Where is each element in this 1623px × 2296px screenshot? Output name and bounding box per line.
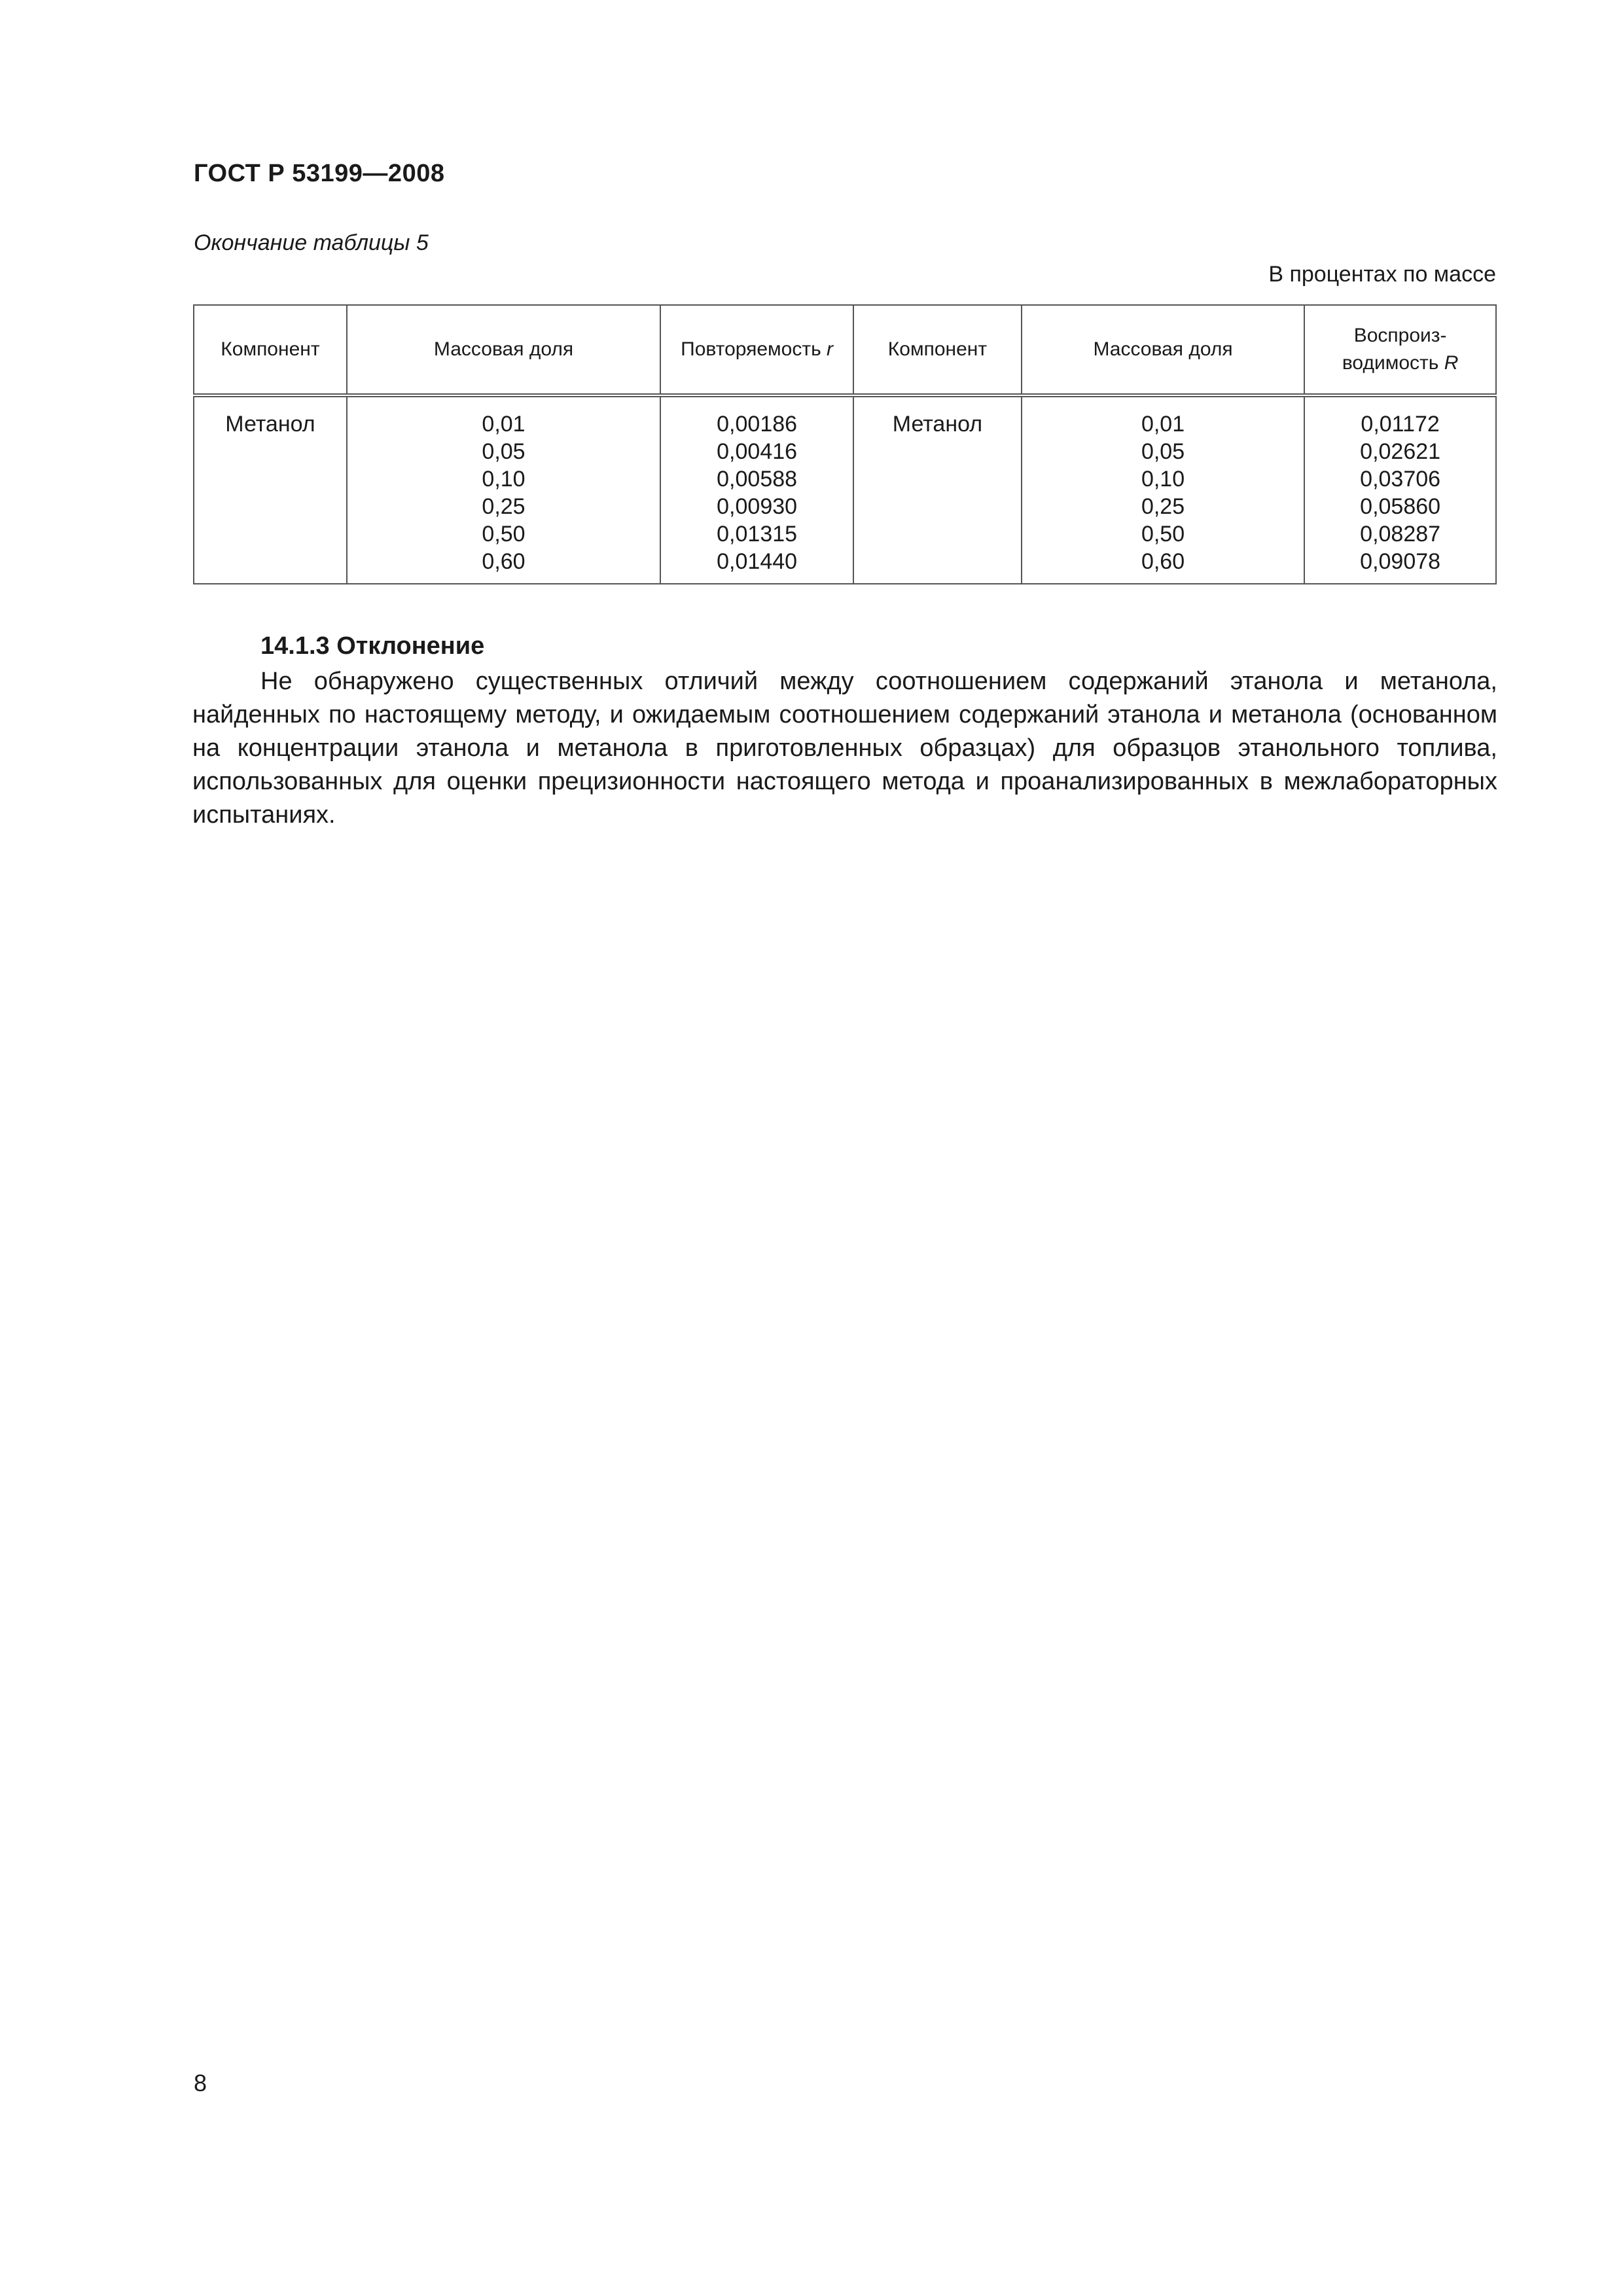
cell-reproducibility: 0,01172 0,02621 0,03706 0,05860 0,08287 0,09078 — [1304, 395, 1496, 584]
cell-mass-fraction-right: 0,01 0,05 0,10 0,25 0,50 0,60 — [1022, 395, 1304, 584]
document-code: ГОСТ Р 53199—2008 — [194, 160, 445, 187]
cell-mass-fraction-left: 0,01 0,05 0,10 0,25 0,50 0,60 — [347, 395, 660, 584]
precision-table — [193, 304, 1497, 584]
cell-component-right: Метанол — [853, 395, 1022, 584]
table-row — [194, 395, 1496, 584]
section-body-text: Не обнаружено существенных отличий между соотношением содержаний этанола и метанола, найденных по настоящему методу, и ожидаемым соотношением содержаний этанола и метанола (основанном на концентрации этанола и метанола в приготовленных образцах) для образцов этанольного топлива, использованных для оценки прецизионности настоящего метода и проанализированных в межлабораторных испытаниях. — [192, 668, 1497, 829]
header-reproducibility: Воспроиз- водимость R — [1304, 305, 1496, 395]
header-component-left: Компонент — [194, 305, 347, 395]
page-number: 8 — [194, 2070, 207, 2096]
symbol-R: R — [1444, 352, 1459, 374]
header-mass-fraction-left: Массовая доля — [347, 305, 660, 395]
header-component-right: Компонент — [853, 305, 1022, 395]
table-units-note: В процентах по массе — [1268, 262, 1496, 287]
symbol-r: r — [827, 338, 834, 360]
cell-component-left: Метанол — [194, 395, 347, 584]
header-mass-fraction-right: Массовая доля — [1022, 305, 1304, 395]
section-title: 14.1.3 Отклонение — [260, 632, 485, 660]
header-repeatability: Повторяемость r — [660, 305, 853, 395]
table-header-row — [194, 305, 1496, 395]
table-caption: Окончание таблицы 5 — [194, 230, 429, 255]
cell-repeatability: 0,00186 0,00416 0,00588 0,00930 0,01315 0,01440 — [660, 395, 853, 584]
